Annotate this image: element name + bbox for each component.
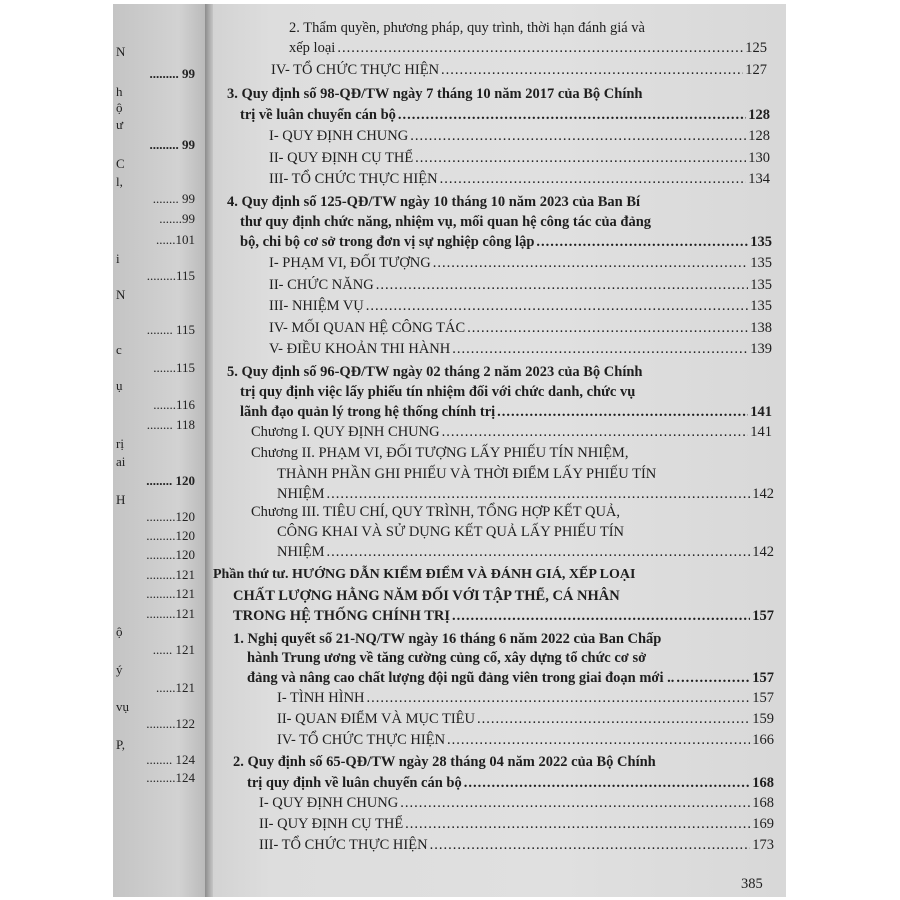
toc-entry-page: 135	[750, 298, 772, 314]
toc-entry	[277, 732, 774, 749]
left-page-number: .........120	[146, 528, 195, 543]
toc-section-heading: 1. Nghị quyết số 21-NQ/TW ngày 16 tháng 6 năm 2022 của Ban Chấp	[233, 631, 662, 647]
toc-entry-page: 125	[745, 40, 767, 56]
left-page-number: ........ 118	[146, 417, 195, 432]
left-fragment: C	[116, 156, 125, 171]
left-fragment: ý	[116, 662, 123, 677]
toc-leader-dots	[400, 795, 750, 812]
left-fragment: h	[116, 84, 123, 99]
toc-leader-dots	[441, 62, 743, 79]
toc-entry-label: IV- TỔ CHỨC THỰC HIỆN	[271, 62, 440, 78]
toc-entry	[277, 690, 774, 707]
toc-entry-page: 142	[752, 486, 774, 502]
toc-leader-dots	[327, 544, 751, 561]
left-fragment: ộ	[116, 624, 123, 639]
toc-entry	[269, 298, 772, 315]
toc-entry	[277, 544, 774, 561]
toc-entry-page: 135	[750, 255, 772, 271]
toc-entry-text: Chương III. TIÊU CHÍ, QUY TRÌNH, TỔNG HỢP KẾT QUẢ,	[251, 504, 621, 520]
toc-leader-dots	[464, 775, 751, 792]
toc-entry-page: 141	[750, 404, 772, 420]
toc-entry-label: III- TỔ CHỨC THỰC HIỆN	[269, 171, 438, 187]
toc-entry-page: 135	[750, 234, 772, 250]
toc-entry	[259, 837, 774, 854]
toc-entry	[269, 341, 772, 358]
toc-leader-dots	[452, 608, 750, 625]
left-page-number: .......115	[153, 360, 195, 375]
toc-leader-dots	[452, 341, 748, 358]
toc-section-heading: 4. Quy định số 125-QĐ/TW ngày 10 tháng 10 năm 2023 của Ban Bí	[227, 194, 641, 210]
toc-entry	[269, 128, 770, 145]
toc-leader-dots	[440, 171, 747, 188]
left-fragment: ư	[116, 117, 124, 132]
toc-entry-page: 169	[752, 816, 774, 832]
toc-leader-dots	[405, 816, 750, 833]
toc-entry-label: lãnh đạo quản lý trong hệ thống chính trị	[240, 404, 496, 420]
toc-entry-page: 138	[750, 320, 772, 336]
left-fragment: N	[116, 287, 126, 302]
toc-entry-text: THÀNH PHẦN GHI PHIẾU VÀ THỜI ĐIỂM LẤY PHIẾU TÍN	[277, 466, 657, 482]
toc-entry-label: I- TÌNH HÌNH	[277, 690, 365, 706]
toc-entry-label: IV- MỐI QUAN HỆ CÔNG TÁC	[269, 320, 466, 336]
toc-entry-label: NHIỆM	[277, 486, 325, 502]
toc-entry-page: 168	[752, 795, 774, 811]
page-number: 385	[741, 876, 763, 892]
toc-leader-dots	[327, 486, 751, 503]
left-page-number: ........ 124	[146, 752, 195, 767]
toc-entry-label: đảng và nâng cao chất lượng đội ngũ đảng viên trong giai đoạn mới ..	[247, 670, 675, 686]
toc-entry	[269, 277, 772, 294]
left-page	[113, 4, 207, 897]
left-page-number: ......121	[156, 680, 195, 695]
left-page-number: .........121	[146, 567, 195, 582]
toc-entry-page: 159	[752, 711, 774, 727]
left-page-number: .........120	[146, 509, 195, 524]
left-page-number: .......116	[153, 397, 195, 412]
toc-leader-dots	[433, 255, 748, 272]
toc-section-entry	[240, 107, 770, 124]
book-photo	[113, 4, 786, 897]
toc-entry-page: 127	[745, 62, 767, 78]
left-page-number: ........ 120	[146, 473, 195, 488]
toc-entry-text: Chương II. PHẠM VI, ĐỐI TƯỢNG LẤY PHIẾU TÍN NHIỆM,	[251, 445, 629, 461]
left-page-number: .........121	[146, 606, 195, 621]
toc-entry-label: II- QUY ĐỊNH CỤ THỂ	[259, 816, 404, 832]
toc-entry-page: 141	[750, 424, 772, 440]
left-page-number: ......101	[156, 232, 195, 247]
toc-entry-label: I- QUY ĐỊNH CHUNG	[259, 795, 399, 811]
toc-entry-page: 135	[750, 277, 772, 293]
left-fragment: vụ	[116, 699, 129, 714]
toc-entry-label: I- QUY ĐỊNH CHUNG	[269, 128, 409, 144]
toc-entry-label: IV- TỔ CHỨC THỰC HIỆN	[277, 732, 446, 748]
toc-entry	[269, 171, 770, 188]
toc-entry-page: 157	[752, 670, 774, 686]
toc-entry	[289, 40, 767, 57]
left-fragment: ai	[116, 454, 126, 469]
toc-entry-page: 173	[752, 837, 774, 853]
toc-entry-page: 134	[748, 171, 770, 187]
toc-section-heading: 2. Quy định số 65-QĐ/TW ngày 28 tháng 04 năm 2022 của Bộ Chính	[233, 754, 656, 770]
toc-entry	[269, 150, 770, 167]
toc-entry-label: trị quy định về luân chuyển cán bộ	[247, 775, 462, 791]
toc-entry-label: trị về luân chuyển cán bộ	[240, 107, 396, 123]
toc-section-heading: 5. Quy định số 96-QĐ/TW ngày 02 tháng 2 năm 2023 của Bộ Chính	[227, 364, 643, 380]
toc-entry-label: III- TỔ CHỨC THỰC HIỆN	[259, 837, 428, 853]
left-page-number: ......... 99	[149, 137, 195, 152]
toc-entry-page: 128	[748, 107, 770, 123]
toc-leader-dots	[430, 837, 751, 854]
left-page-number: .......99	[159, 211, 195, 226]
left-page-number: .........122	[146, 716, 195, 731]
left-fragment: P,	[116, 737, 126, 752]
toc-entry-label: bộ, chi bộ cơ sở trong đơn vị sự nghiệp công lập	[240, 234, 535, 250]
toc-leader-dots	[442, 424, 749, 441]
left-page-number: .........121	[146, 586, 195, 601]
toc-part-entry	[233, 608, 774, 625]
toc-leader-dots	[467, 320, 748, 337]
left-fragment: rị	[116, 436, 124, 451]
toc-leader-dots	[497, 404, 748, 421]
toc-entry-label: Chương I. QUY ĐỊNH CHUNG	[251, 424, 440, 440]
left-fragment: N	[116, 44, 126, 59]
toc-entry-page: 139	[750, 341, 772, 357]
left-fragment: c	[116, 342, 122, 357]
toc-leader-dots	[366, 298, 748, 315]
toc-section-entry	[247, 775, 774, 792]
toc-entry-label: V- ĐIỀU KHOẢN THI HÀNH	[269, 341, 451, 357]
toc-leader-dots	[536, 234, 748, 251]
toc-entry-text: CÔNG KHAI VÀ SỬ DỤNG KẾT QUẢ LẤY PHIẾU TÍN	[277, 524, 625, 540]
toc-leader-dots	[477, 711, 750, 728]
toc-entry-page: 166	[752, 732, 774, 748]
toc-leader-dots	[376, 277, 749, 294]
toc-leader-dots	[676, 670, 750, 687]
left-fragment: i	[116, 251, 120, 266]
toc-leader-dots	[367, 690, 751, 707]
toc-part-heading: CHẤT LƯỢNG HẰNG NĂM ĐỐI VỚI TẬP THỂ, CÁ NHÂN	[233, 588, 620, 604]
toc-leader-dots	[398, 107, 746, 124]
toc-entry	[259, 816, 774, 833]
left-fragment: l,	[116, 174, 123, 189]
left-fragment: ụ	[116, 378, 123, 393]
toc-section-heading: hành Trung ương về tăng cường củng cố, xây dựng tổ chức cơ sở	[247, 650, 647, 666]
toc-leader-dots	[337, 40, 743, 57]
toc-entry	[277, 711, 774, 728]
toc-entry-page: 157	[752, 608, 774, 624]
toc-entry-page: 130	[748, 150, 770, 166]
toc-entry-label: II- CHỨC NĂNG	[269, 277, 374, 293]
left-page-number: .........115	[146, 268, 195, 283]
toc-entry-text: 2. Thẩm quyền, phương pháp, quy trình, thời hạn đánh giá và	[289, 20, 645, 36]
toc-entry-page: 168	[752, 775, 774, 791]
toc-section-entry	[240, 234, 772, 251]
left-fragment: H	[116, 492, 126, 507]
toc-section-heading: trị quy định việc lấy phiếu tín nhiệm đối với chức danh, chức vụ	[240, 384, 636, 400]
toc-section-entry	[240, 404, 772, 421]
toc-section-entry	[247, 670, 774, 687]
toc-entry	[251, 424, 772, 441]
toc-entry-label: NHIỆM	[277, 544, 325, 560]
left-page-number: ........ 99	[152, 191, 195, 206]
toc-entry-label: xếp loại	[289, 40, 336, 56]
right-page	[213, 4, 786, 897]
left-page-number: ...... 121	[152, 642, 195, 657]
toc-entry-label: I- PHẠM VI, ĐỐI TƯỢNG	[269, 255, 431, 271]
toc-entry	[271, 62, 767, 79]
toc-entry	[277, 486, 774, 503]
toc-leader-dots	[415, 150, 746, 167]
toc-entry-page: 142	[752, 544, 774, 560]
toc-entry-label: II- QUY ĐỊNH CỤ THỂ	[269, 150, 414, 166]
toc-part-heading: Phần thứ tư. HƯỚNG DẪN KIỂM ĐIỂM VÀ ĐÁNH GIÁ, XẾP LOẠI	[213, 567, 636, 582]
toc-entry	[269, 255, 772, 272]
toc-entry-label: III- NHIỆM VỤ	[269, 298, 364, 314]
toc-entry-label: II- QUAN ĐIỂM VÀ MỤC TIÊU	[277, 711, 476, 727]
toc-entry	[269, 320, 772, 337]
toc-leader-dots	[410, 128, 746, 145]
toc-entry	[259, 795, 774, 812]
toc-section-heading: thư quy định chức năng, nhiệm vụ, mối quan hệ công tác của đảng	[240, 214, 652, 230]
left-page-number: ......... 99	[149, 66, 195, 81]
left-page-number: ........ 115	[146, 322, 195, 337]
toc-entry-label: TRONG HỆ THỐNG CHÍNH TRỊ	[233, 608, 451, 624]
left-page-number: .........124	[146, 770, 195, 785]
toc-leader-dots	[447, 732, 750, 749]
toc-entry-page: 157	[752, 690, 774, 706]
left-page-number: .........120	[146, 547, 195, 562]
toc-section-heading: 3. Quy định số 98-QĐ/TW ngày 7 tháng 10 năm 2017 của Bộ Chính	[227, 86, 643, 102]
toc-entry-page: 128	[748, 128, 770, 144]
left-fragment: ộ	[116, 100, 123, 115]
